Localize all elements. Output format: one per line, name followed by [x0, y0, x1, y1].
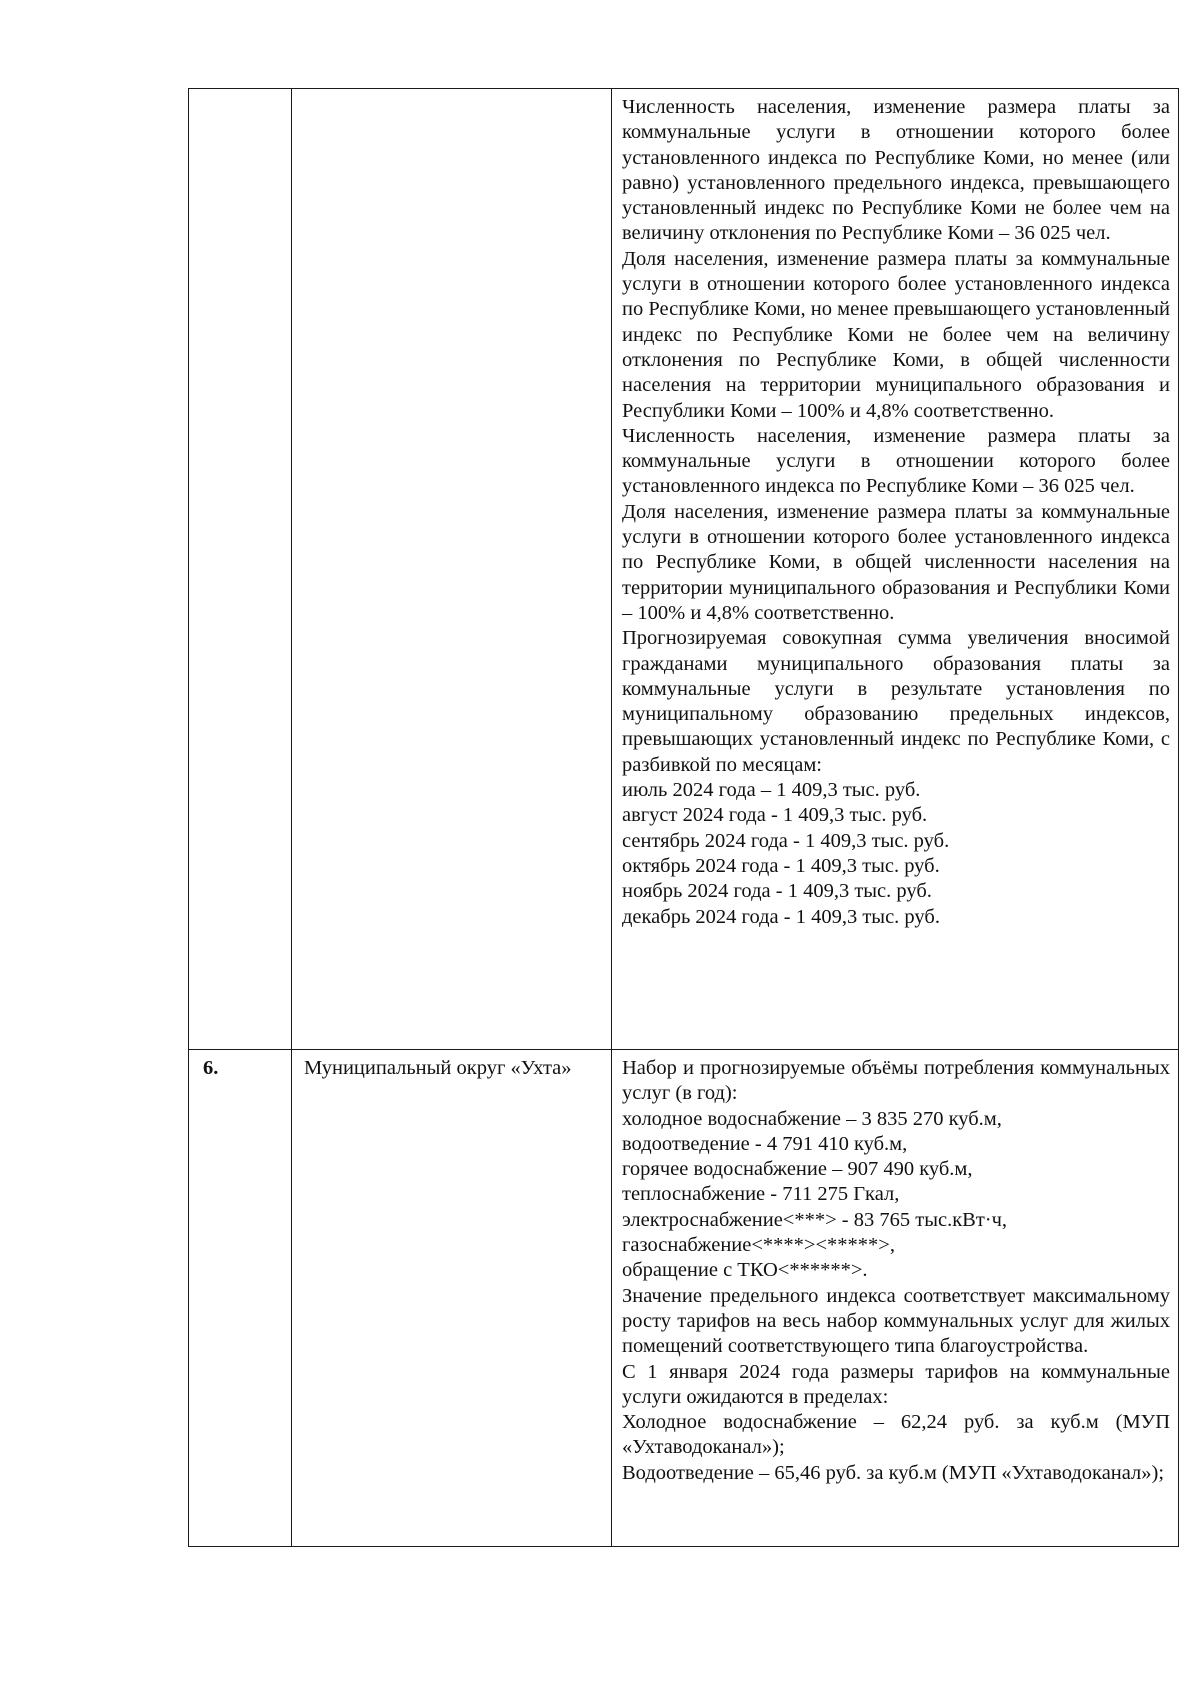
- volume-line: теплоснабжение - 711 275 Гкал,: [622, 1183, 900, 1206]
- details-cell: [612, 89, 1179, 1050]
- municipality-cell: [292, 89, 612, 1050]
- month-line: ноябрь 2024 года - 1 409,3 тыс. руб.: [622, 880, 932, 903]
- volume-line: холодное водоснабжение – 3 835 270 куб.м,: [622, 1107, 1002, 1130]
- municipality-name: [292, 89, 611, 99]
- table-row: [189, 1050, 1179, 1547]
- table-row: [189, 89, 1179, 1050]
- paragraph: Численность населения, изменение размера платы за коммунальные услуги в отношении которого более установленного индекса по Республике Коми, но менее (или равно) установленного предельного индекса, превышающего установленный индекс по Республике Коми не более чем на величину отклонения по Республике Коми – 36 025 чел.: [622, 96, 1170, 245]
- details-cell: [612, 1050, 1179, 1547]
- tariff-table: [188, 88, 1179, 1547]
- month-line: декабрь 2024 года - 1 409,3 тыс. руб.: [622, 905, 940, 928]
- month-line: сентябрь 2024 года - 1 409,3 тыс. руб.: [622, 829, 950, 852]
- details-text: [612, 1050, 1178, 1494]
- paragraph: С 1 января 2024 года размеры тарифов на коммунальные услуги ожидаются в пределах:: [622, 1360, 1170, 1408]
- month-line: июль 2024 года – 1 409,3 тыс. руб.: [622, 779, 921, 802]
- volume-line: горячее водоснабжение – 907 490 куб.м,: [622, 1158, 973, 1181]
- volume-line: обращение с ТКО<******>.: [622, 1259, 868, 1282]
- paragraph: Набор и прогнозируемые объёмы потребления коммунальных услуг (в год):: [622, 1057, 1170, 1105]
- row-number-cell: [189, 1050, 292, 1547]
- paragraph: Водоотведение – 65,46 руб. за куб.м (МУП «Ухтаводоканал»);: [622, 1461, 1165, 1484]
- municipality-cell: [292, 1050, 612, 1547]
- municipality-name: Муниципальный округ «Ухта»: [304, 1057, 572, 1079]
- row-number: [189, 89, 291, 99]
- paragraph: Значение предельного индекса соответствует максимальному росту тарифов на весь набор коммунальных услуг для жилых помещений соответствующего типа благоустройства.: [622, 1284, 1170, 1358]
- paragraph: Прогнозируемая совокупная сумма увеличения вносимой гражданами муниципального образования платы за коммунальные услуги в результате установления по муниципальному образованию предельных индексов, превышающих установленный индекс по Республике Коми, с разбивкой по месяцам:: [622, 627, 1170, 776]
- month-line: август 2024 года - 1 409,3 тыс. руб.: [622, 804, 928, 827]
- volume-line: электроснабжение<***> - 83 765 тыс.кВт·ч,: [622, 1208, 1008, 1231]
- volume-line: газоснабжение<****><*****>,: [622, 1234, 895, 1257]
- paragraph: Численность населения, изменение размера платы за коммунальные услуги в отношении которого более установленного индекса по Республике Коми – 36 025 чел.: [622, 424, 1170, 498]
- details-text: [612, 89, 1178, 938]
- row-number-cell: [189, 89, 292, 1050]
- paragraph: Доля населения, изменение размера платы за коммунальные услуги в отношении которого более установленного индекса по Республике Коми, но менее превышающего установленный индекс по Республике Коми не более чем на величину отклонения по Республике Коми, в общей численности населения на территории муниципального образования и Республики Коми – 100% и 4,8% соответственно.: [622, 247, 1170, 422]
- paragraph: Холодное водоснабжение – 62,24 руб. за куб.м (МУП «Ухтаводоканал»);: [622, 1411, 1170, 1459]
- paragraph: Доля населения, изменение размера платы за коммунальные услуги в отношении которого более установленного индекса по Республике Коми, в общей численности населения на территории муниципального образования и Республики Коми – 100% и 4,8% соответственно.: [622, 500, 1170, 624]
- row-number: 6.: [203, 1057, 219, 1079]
- volume-line: водоотведение - 4 791 410 куб.м,: [622, 1132, 908, 1155]
- month-line: октябрь 2024 года - 1 409,3 тыс. руб.: [622, 854, 940, 877]
